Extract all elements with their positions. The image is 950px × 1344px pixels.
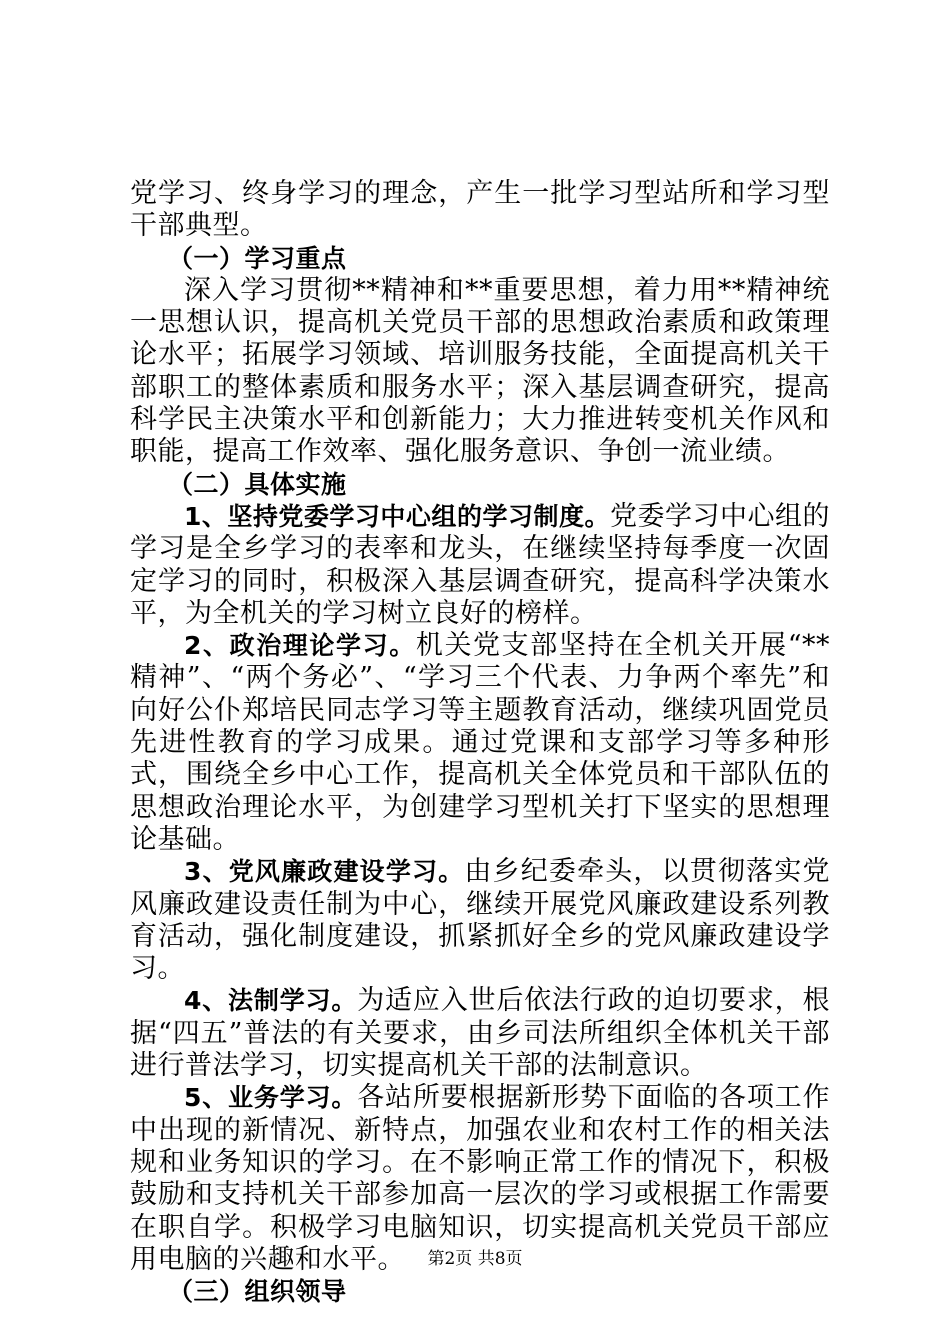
item-lead: 1、坚持党委学习中心组的学习制度。 — [184, 501, 610, 531]
item-body: 各站所要根据新形势下面临的各项工作中出现的新情况、新特点，加强农业和农村工作的相关法规和业务知识的学习。在不影响正常工作的情况下，积极鼓励和支持机关干部参加高一层次的学习或根据工作需要在职自学。积极学习电脑知识，切实提高机关党员干部应用电脑的兴趣和水平。 — [130, 1082, 831, 1275]
study-focus-paragraph: 深入学习贯彻**精神和**重要思想，着力用**精神统一思想认识，提高机关党员干部的思想政治素质和政策理论水平；拓展学习领域、培训服务技能，全面提高机关干部职工的整体素质和服务水平；深入基层调查研究，提高科学民主决策水平和创新能力；大力推进转变机关作风和职能，提高工作效率、强化服务意识、争创一流业绩。 — [130, 274, 830, 468]
item-lead: 2、政治理论学习。 — [184, 631, 416, 661]
item-body: 机关党支部坚持在全机关开展“**精神”、“两个务必”、“学习三个代表、力争两个率先”和向好公仆郑培民同志学习等主题教育活动，继续巩固党员先进性教育的学习成果。通过党课和支部学习等多种形式，围绕全乡中心工作，提高机关全体党员和干部队伍的思想政治理论水平，为创建学习型机关打下坚实的思想理论基础。 — [130, 630, 830, 855]
item-body: 由乡纪委牵头，以贯彻落实党风廉政建设责任制为中心，继续开展党风廉政建设系列教育活动，强化制度建设，抓紧抓好全乡的党风廉政建设学习。 — [130, 856, 830, 985]
implementation-item-4 — [130, 985, 830, 1082]
section-heading-organization: （三）组织领导 — [168, 1277, 347, 1307]
document-body — [130, 178, 830, 1308]
implementation-item-2 — [130, 630, 830, 856]
item-body: 为适应入世后依法行政的迫切要求，根据“四五”普法的有关要求，由乡司法所组织全体机关干部进行普法学习，切实提高机关干部的法制意识。 — [130, 985, 831, 1082]
item-body: 党委学习中心组的学习是全乡学习的表率和龙头，在继续坚持每季度一次固定学习的同时，积极深入基层调查研究，提高科学决策水平，为全机关的学习树立良好的榜样。 — [130, 500, 830, 629]
implementation-item-3 — [130, 856, 830, 985]
section-heading-implementation: （二）具体实施 — [168, 469, 347, 499]
implementation-item-1 — [130, 501, 830, 630]
item-lead: 4、法制学习。 — [184, 986, 358, 1016]
item-lead: 3、党风廉政建设学习。 — [184, 857, 465, 887]
item-lead: 5、业务学习。 — [184, 1083, 358, 1113]
intro-continuation: 党学习、终身学习的理念，产生一批学习型站所和学习型干部典型。 — [130, 178, 830, 242]
page-number-footer: 第2页 共8页 — [427, 1249, 523, 1269]
section-heading-study-focus: （一）学习重点 — [168, 243, 347, 273]
